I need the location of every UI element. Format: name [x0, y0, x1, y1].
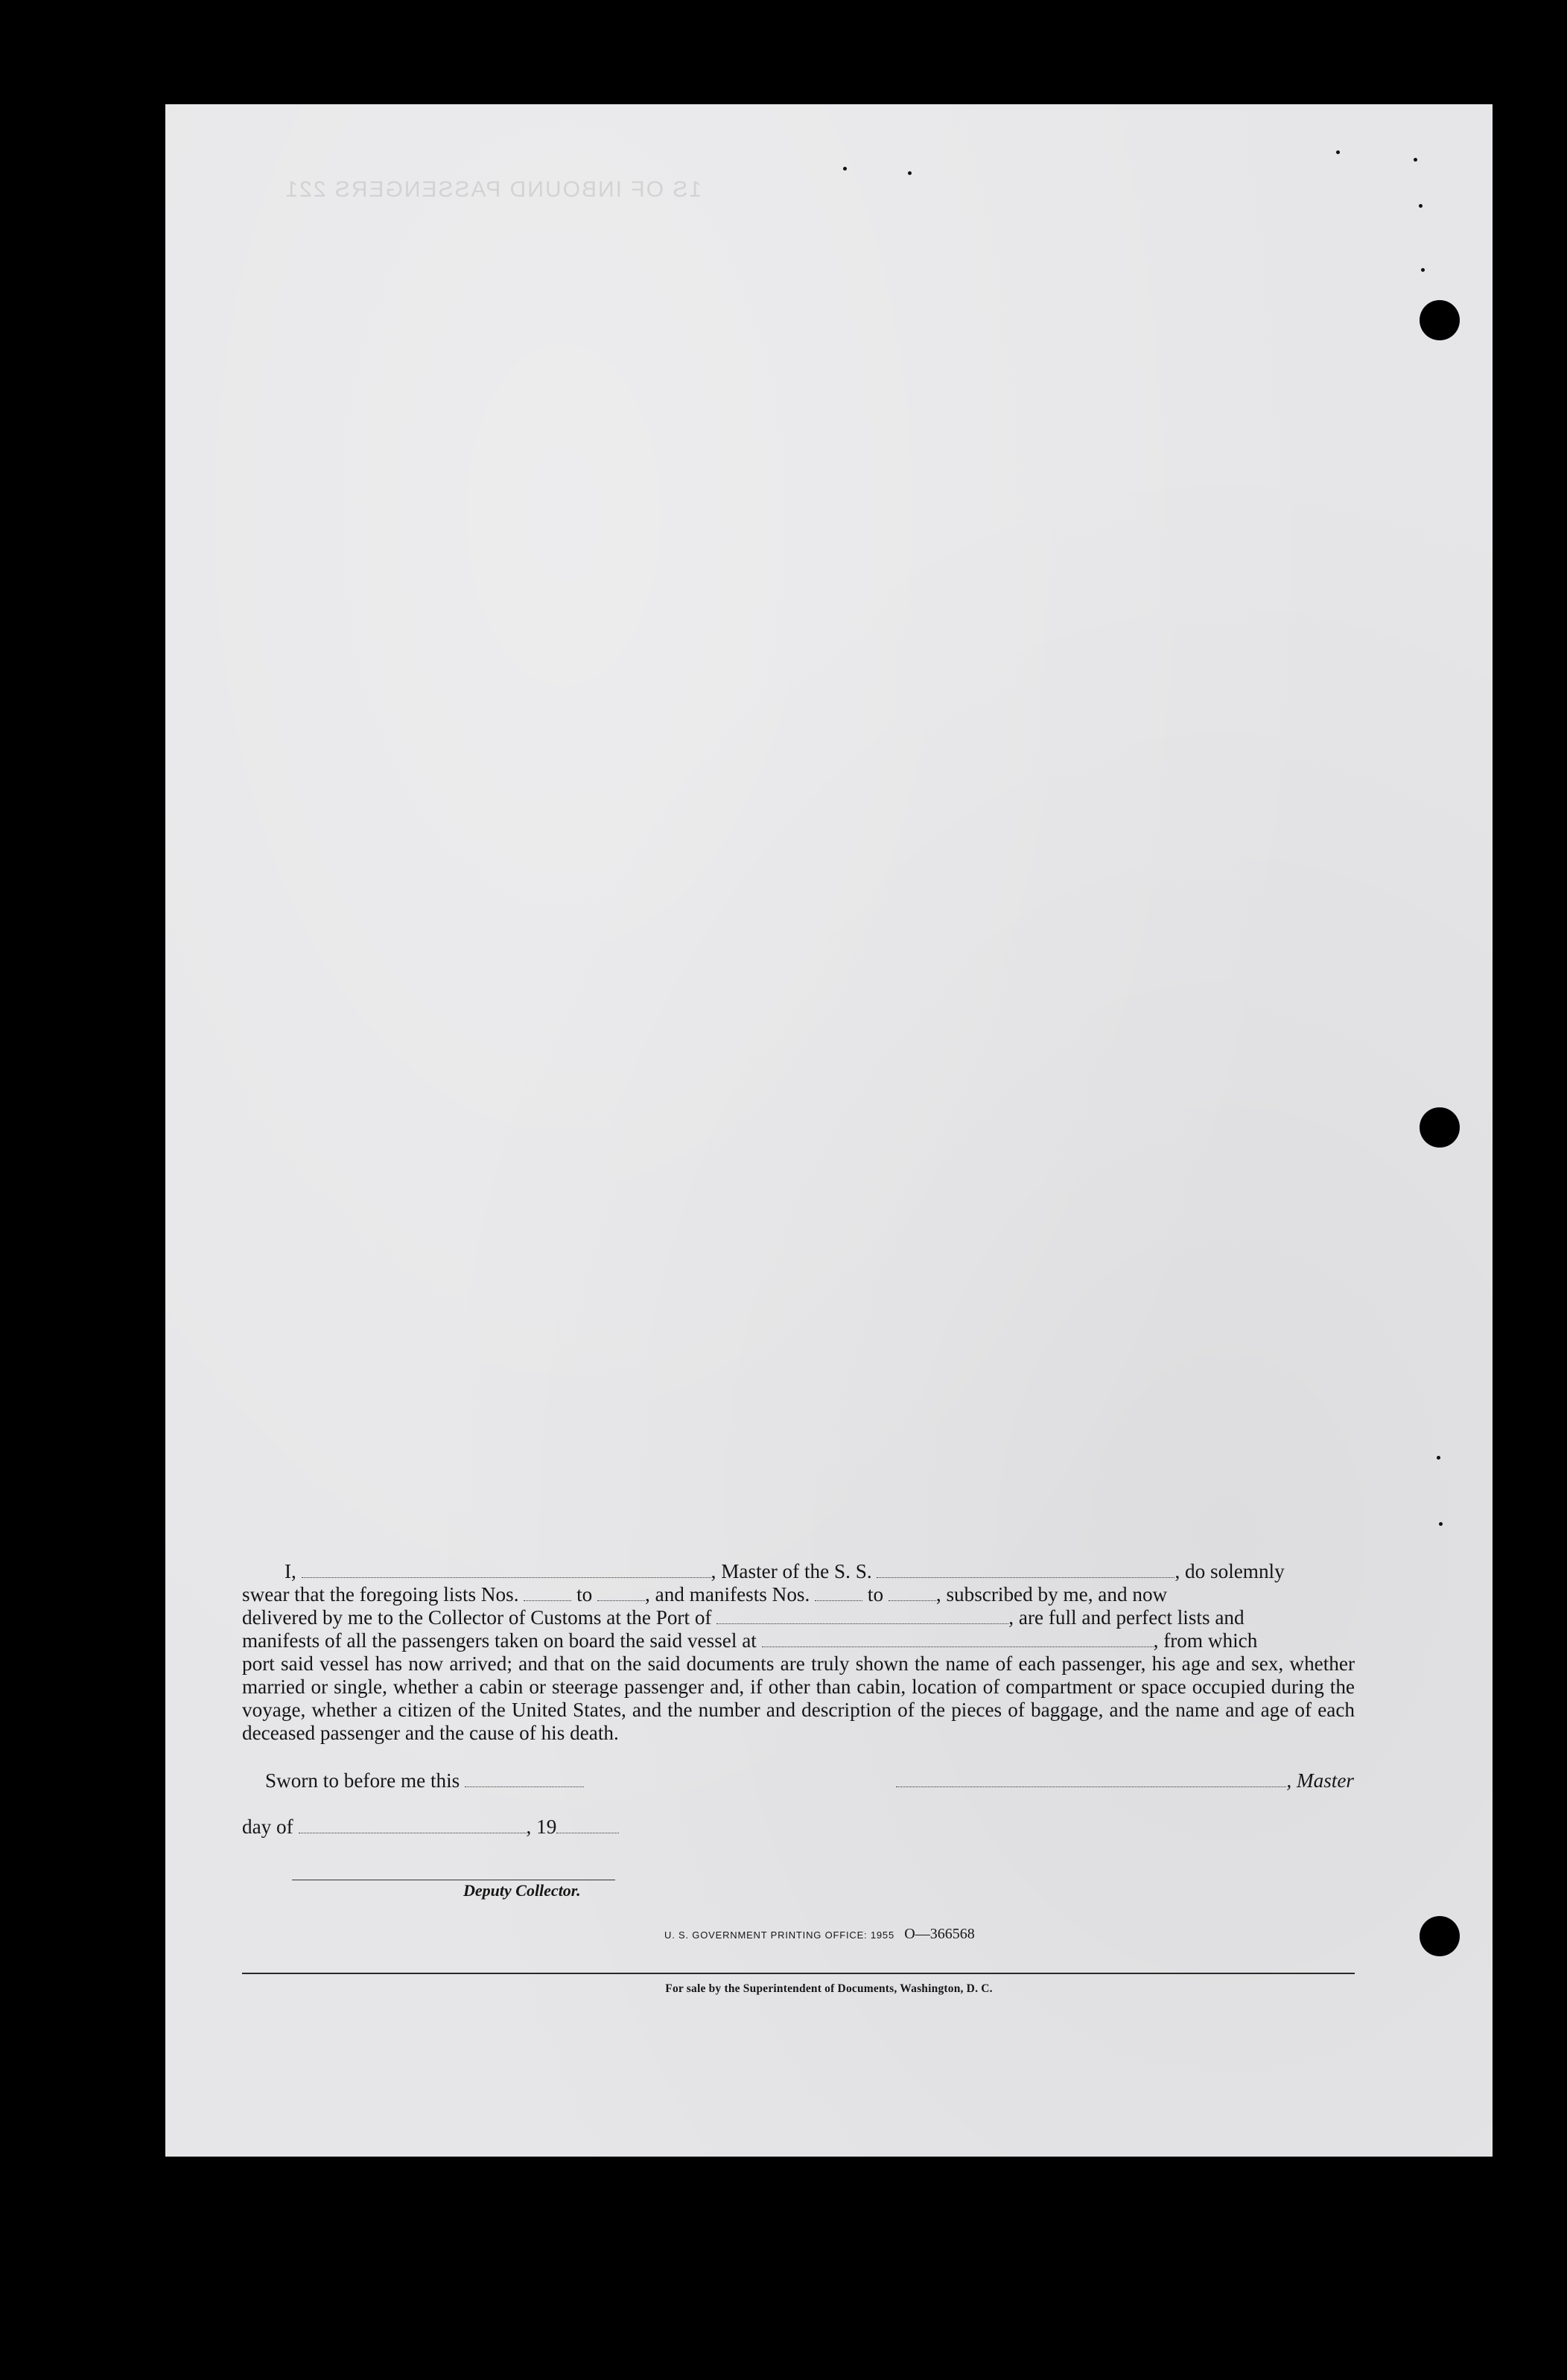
- master-name-blank: [302, 1562, 711, 1578]
- day-of-line: [242, 1816, 619, 1839]
- master-label: , Master: [1286, 1769, 1354, 1792]
- speck: [1336, 150, 1340, 154]
- deputy-collector-label: Deputy Collector.: [463, 1881, 581, 1900]
- speck: [843, 167, 847, 171]
- speck: [1421, 268, 1425, 272]
- oath-body: port said vessel has now arrived; and that on the said documents are truly shown the name of each passenger, his age and sex, whether married or single, whether a cabin or steerage passenger and, if other than cabin, location of compartment or space occupied during the voyage, whether a citizen of the United States, and the number and description of the pieces of baggage, and the name and age of each deceased passenger and the cause of his death.: [242, 1652, 1355, 1744]
- oath-line-2: [242, 1583, 1355, 1606]
- speck: [1419, 204, 1423, 208]
- bottom-rule: [242, 1973, 1355, 1974]
- print-number: O—366568: [904, 1926, 975, 1942]
- oath-manifests-text: , and manifests Nos.: [645, 1583, 810, 1606]
- printing-office-imprint: [664, 1926, 975, 1943]
- oath-subscribed-text: , subscribed by me, and now: [935, 1583, 1168, 1606]
- oath-delivered-text: delivered by me to the Collector of Customs at the Port of: [242, 1606, 712, 1629]
- bleed-through-header: 1S OF INBOUND PASSENGERS 221: [284, 177, 702, 202]
- day-of-text: day of: [242, 1816, 293, 1838]
- oath-line-3: [242, 1606, 1355, 1629]
- master-signature-blank: [896, 1772, 1286, 1787]
- ship-name-blank: [877, 1562, 1175, 1578]
- oath-from-which-text: , from which: [1153, 1629, 1258, 1652]
- sale-notice: For sale by the Superintendent of Documents, Washington, D. C.: [665, 1982, 993, 1995]
- sworn-day-blank: [465, 1772, 584, 1787]
- oath-to-text-2: to: [867, 1583, 884, 1606]
- manifests-from-blank: [815, 1585, 862, 1601]
- oath-line-1: [242, 1560, 1355, 1583]
- punch-hole-bottom: [1420, 1916, 1460, 1956]
- manifests-to-blank: [889, 1585, 936, 1601]
- speck: [1414, 158, 1417, 162]
- year-blank: [556, 1818, 619, 1833]
- oath-manifests-all-text: manifests of all the passengers taken on board the said vessel at: [242, 1629, 757, 1652]
- month-blank: [299, 1818, 527, 1833]
- oath-i: I,: [285, 1560, 296, 1582]
- sworn-text: Sworn to before me this: [265, 1769, 460, 1792]
- document-page: [165, 104, 1493, 2157]
- printing-office-text: U. S. GOVERNMENT PRINTING OFFICE: 1955: [664, 1929, 894, 1941]
- speck: [1437, 1456, 1440, 1460]
- sworn-line: [265, 1769, 584, 1792]
- oath-master-of: , Master of the S. S.: [711, 1560, 872, 1582]
- oath-paragraph: [242, 1560, 1355, 1745]
- boarding-port-blank: [762, 1632, 1154, 1647]
- oath-solemnly: , do solemnly: [1175, 1560, 1285, 1582]
- oath-perfect-text: , are full and perfect lists and: [1008, 1606, 1245, 1629]
- master-signature-line: [891, 1769, 1354, 1792]
- speck: [908, 171, 912, 175]
- port-blank: [716, 1609, 1008, 1624]
- oath-line-4: [242, 1629, 1355, 1652]
- lists-to-blank: [597, 1585, 645, 1601]
- speck: [1439, 1522, 1443, 1526]
- year-prefix: , 19: [526, 1816, 557, 1838]
- oath-lists-text: swear that the foregoing lists Nos.: [242, 1583, 519, 1606]
- lists-from-blank: [524, 1585, 571, 1601]
- punch-hole-top: [1420, 300, 1460, 340]
- punch-hole-middle: [1420, 1107, 1460, 1148]
- oath-to-text: to: [576, 1583, 593, 1606]
